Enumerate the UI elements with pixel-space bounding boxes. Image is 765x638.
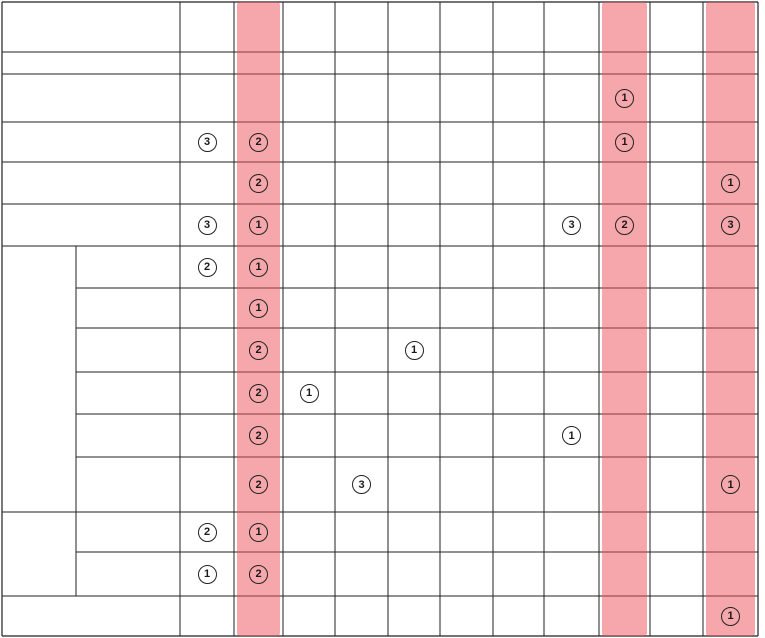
group-frequent-stalling	[2, 512, 76, 596]
priority-mark: 3	[198, 133, 217, 152]
symptom-12	[76, 552, 180, 596]
column-header-power-steering-pressure-switch-signal	[544, 2, 599, 52]
priority-mark: 1	[721, 174, 740, 193]
mark-cell-r2-c1	[180, 122, 234, 162]
priority-mark: 2	[198, 258, 217, 277]
symptom-7	[76, 328, 180, 372]
priority-mark: 3	[352, 475, 371, 494]
priority-mark: 1	[249, 258, 268, 277]
page-number-starter-switch-signal	[440, 52, 493, 74]
column-header-hoses-and-connections	[703, 2, 758, 52]
mark-cell-r9-c2	[234, 414, 283, 457]
page-number-alternator-fr-signal	[335, 52, 388, 74]
page-number-fast-idle-thermo-valve	[599, 52, 650, 74]
priority-mark: 3	[721, 216, 740, 235]
mark-cell-r1-c9	[599, 74, 650, 122]
page-number-power-steering-pressure-switch-signal	[544, 52, 599, 74]
symptom-3	[2, 162, 180, 204]
page-number-automatic-transaxle-gear-position-switch-signal	[388, 52, 440, 74]
mark-cell-r10-c4	[335, 457, 388, 512]
priority-mark: 2	[249, 475, 268, 494]
priority-mark: 2	[249, 565, 268, 584]
page-number-brake-switch-signal	[493, 52, 544, 74]
highlight-band-hoses-and-connections	[706, 2, 755, 636]
mark-cell-r3-c11	[703, 162, 758, 204]
mark-cell-r13-c11	[703, 596, 758, 636]
column-header-air-conditioning-signal	[283, 2, 335, 52]
mark-cell-r9-c8	[544, 414, 599, 457]
priority-mark: 1	[249, 216, 268, 235]
mark-cell-r6-c2	[234, 288, 283, 328]
mark-cell-r7-c2	[234, 328, 283, 372]
mark-cell-r5-c2	[234, 246, 283, 288]
page-number-hoses-and-connections	[703, 52, 758, 74]
column-header-starting-air-valve	[650, 2, 703, 52]
mark-cell-r4-c11	[703, 204, 758, 246]
symptom-9	[76, 414, 180, 457]
symptom-1	[2, 74, 180, 122]
symptom-13	[2, 596, 180, 636]
priority-mark: 2	[615, 216, 634, 235]
priority-mark: 1	[300, 384, 319, 403]
column-header-starter-switch-signal	[440, 2, 493, 52]
priority-mark: 1	[562, 426, 581, 445]
priority-mark: 2	[249, 341, 268, 360]
column-header-idle-adjusting-screw	[180, 2, 234, 52]
priority-mark: 3	[562, 216, 581, 235]
group-warm-rpm-too-low	[2, 246, 76, 512]
mark-cell-r7-c5	[388, 328, 440, 372]
column-header-idle-air-control-valve	[234, 2, 283, 52]
mark-cell-r4-c1	[180, 204, 234, 246]
page-number-starting-air-valve	[650, 52, 703, 74]
priority-mark: 1	[615, 89, 634, 108]
mark-cell-r11-c2	[234, 512, 283, 552]
priority-mark: 1	[198, 565, 217, 584]
mark-cell-r8-c3	[283, 372, 335, 414]
mark-cell-r8-c2	[234, 372, 283, 414]
mark-cell-r4-c8	[544, 204, 599, 246]
priority-mark: 2	[249, 384, 268, 403]
priority-mark: 1	[405, 341, 424, 360]
mark-cell-r10-c11	[703, 457, 758, 512]
column-header-brake-switch-signal	[493, 2, 544, 52]
priority-mark: 3	[198, 216, 217, 235]
symptom-6	[76, 288, 180, 328]
symptom-label	[6, 52, 156, 74]
priority-mark: 2	[249, 426, 268, 445]
column-header-fast-idle-thermo-valve	[599, 2, 650, 52]
symptom-2	[2, 122, 180, 162]
symptom-8	[76, 372, 180, 414]
page-number-air-conditioning-signal	[283, 52, 335, 74]
mark-cell-r3-c2	[234, 162, 283, 204]
priority-mark: 2	[249, 133, 268, 152]
priority-mark: 2	[198, 523, 217, 542]
priority-mark: 1	[615, 133, 634, 152]
priority-mark: 2	[249, 174, 268, 193]
symptom-4	[2, 204, 180, 246]
mark-cell-r4-c2	[234, 204, 283, 246]
mark-cell-r10-c2	[234, 457, 283, 512]
mark-cell-r12-c1	[180, 552, 234, 596]
symptom-5	[76, 246, 180, 288]
page-number-idle-air-control-valve	[234, 52, 283, 74]
priority-mark: 1	[249, 523, 268, 542]
mark-cell-r4-c9	[599, 204, 650, 246]
subsystem-label	[90, 6, 178, 26]
page-label	[6, 6, 66, 26]
mark-cell-r12-c2	[234, 552, 283, 596]
mark-cell-r11-c1	[180, 512, 234, 552]
priority-mark: 1	[721, 607, 740, 626]
column-header-alternator-fr-signal	[335, 2, 388, 52]
mark-cell-r2-c9	[599, 122, 650, 162]
mark-cell-r5-c1	[180, 246, 234, 288]
page-number-idle-adjusting-screw	[180, 52, 234, 74]
symptom-11	[76, 512, 180, 552]
priority-mark: 1	[721, 475, 740, 494]
column-header-automatic-transaxle-gear-position-switch-signal	[388, 2, 440, 52]
priority-mark: 1	[249, 299, 268, 318]
mark-cell-r2-c2	[234, 122, 283, 162]
symptom-10	[76, 457, 180, 512]
